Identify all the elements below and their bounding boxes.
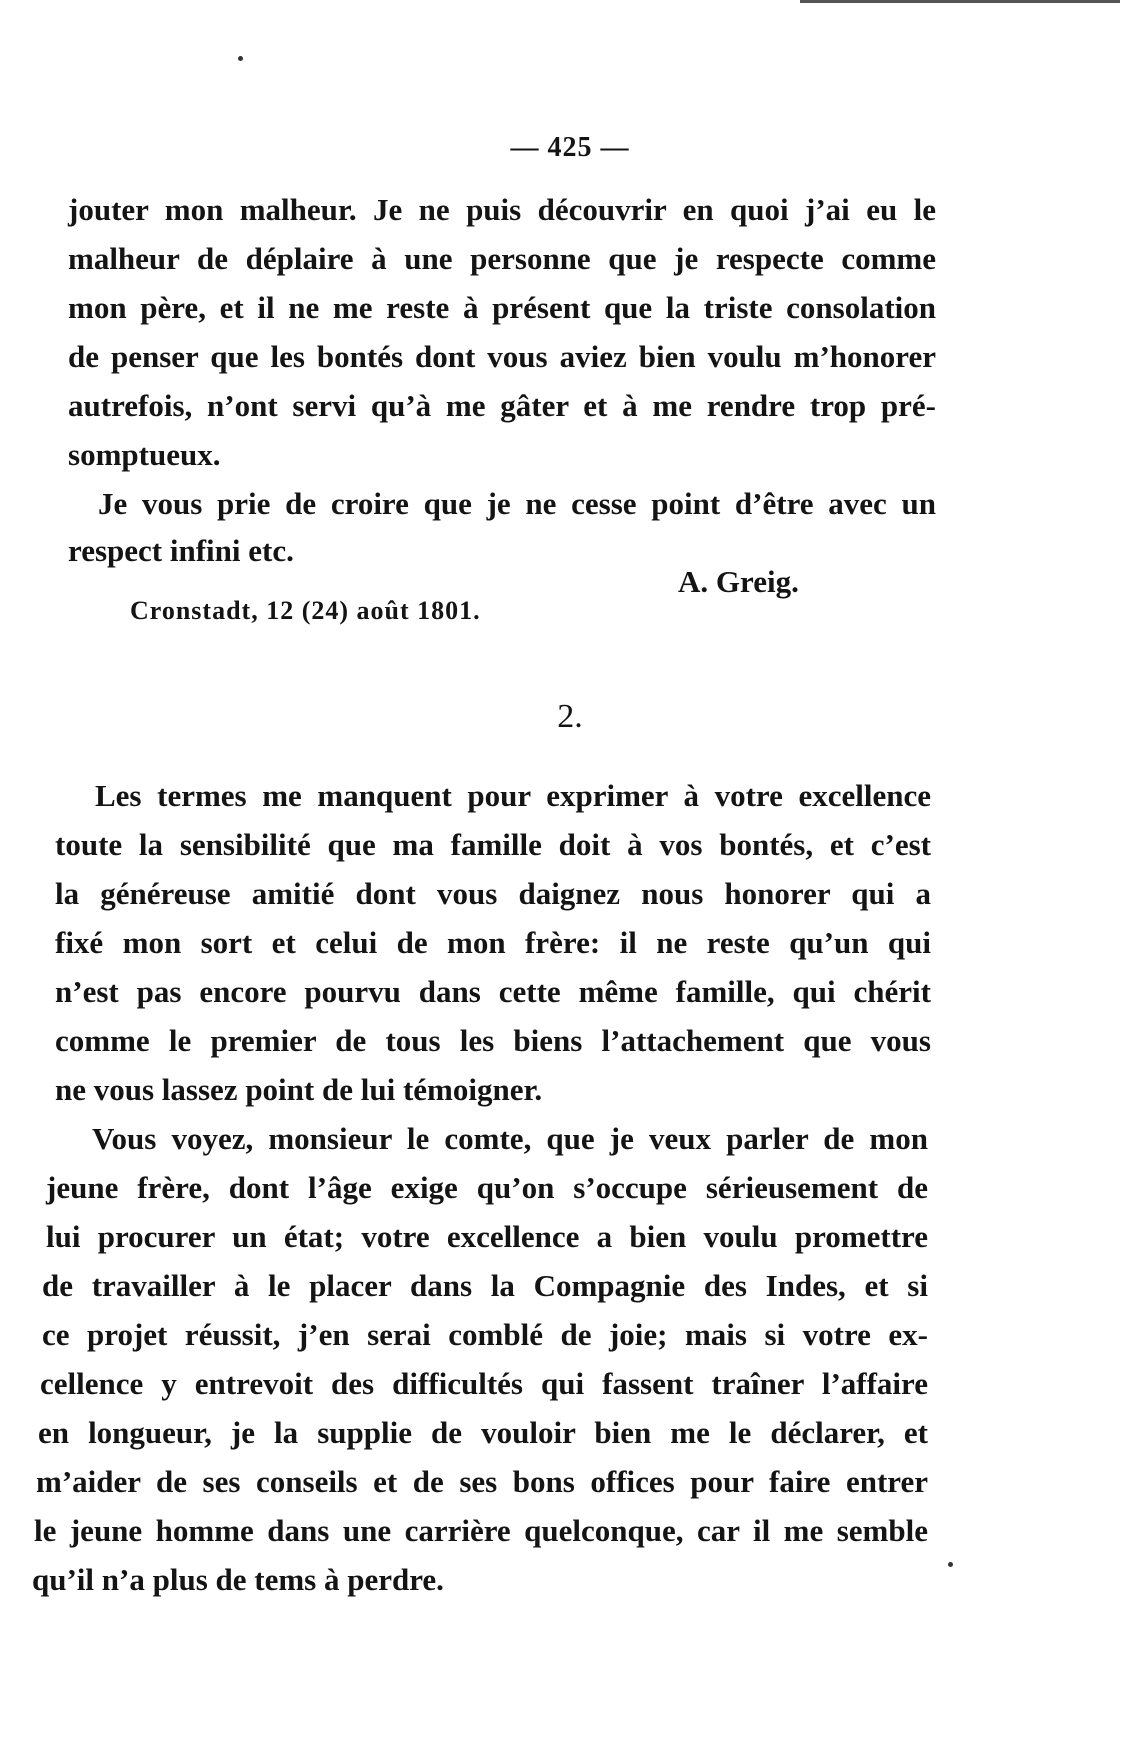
text-line: toute la sensibilité que ma famille doit à vos bontés, et c’est [55,827,931,862]
text-line: fixé mon sort et celui de mon frère: il ne reste qu’un qui [55,925,931,960]
print-speck [948,1562,953,1567]
text-line: comme le premier de tous les biens l’attachement que vous [55,1023,931,1058]
text-line: ce projet réussit, j’en serai comblé de joie; mais si votre ex- [42,1317,928,1352]
page-number: — 425 — [510,132,630,163]
text-line: autrefois, n’ont servi qu’à me gâter et à me rendre trop pré- [68,388,936,423]
dateline: Cronstadt, 12 (24) août 1801. [130,596,481,625]
text-line: lui procurer un état; votre excellence a bien voulu promettre [46,1219,928,1254]
text-line: Les termes me manquent pour exprimer à votre excellence [95,778,931,813]
text-line: qu’il n’a plus de tems à perdre. [32,1562,444,1597]
text-line: jouter mon malheur. Je ne puis découvrir en quoi j’ai eu le [68,192,936,227]
print-speck [238,56,243,61]
text-line: mon père, et il ne me reste à présent que la triste consolation [68,290,936,325]
text-line: de travailler à le placer dans la Compagnie des Indes, et si [42,1268,928,1303]
text-line: respect infini etc. [68,533,294,568]
text-line: n’est pas encore pourvu dans cette même famille, qui chérit [55,974,931,1009]
text-line: cellence y entrevoit des difficultés qui fassent traîner l’affaire [40,1366,928,1401]
text-line: la généreuse amitié dont vous daignez nous honorer qui a [55,876,931,911]
text-line: jeune frère, dont l’âge exige qu’on s’occupe sérieusement de [46,1170,928,1205]
text-line: m’aider de ses conseils et de ses bons offices pour faire entrer [36,1464,928,1499]
text-line: en longueur, je la supplie de vouloir bien me le déclarer, et [38,1415,928,1450]
text-line: de penser que les bontés dont vous aviez bien voulu m’honorer [68,339,936,374]
letter-number: 2. [557,698,583,735]
top-edge-rule [800,0,1120,3]
signature: A. Greig. [678,564,799,599]
text-line: Vous voyez, monsieur le comte, que je veux parler de mon [92,1121,928,1156]
text-line: Je vous prie de croire que je ne cesse point d’être avec un [98,486,936,521]
text-line: somptueux. [68,437,221,472]
text-line: ne vous lassez point de lui témoigner. [55,1072,543,1107]
text-line: malheur de déplaire à une personne que je respecte comme [68,241,936,276]
text-line: le jeune homme dans une carrière quelconque, car il me semble [34,1513,928,1548]
